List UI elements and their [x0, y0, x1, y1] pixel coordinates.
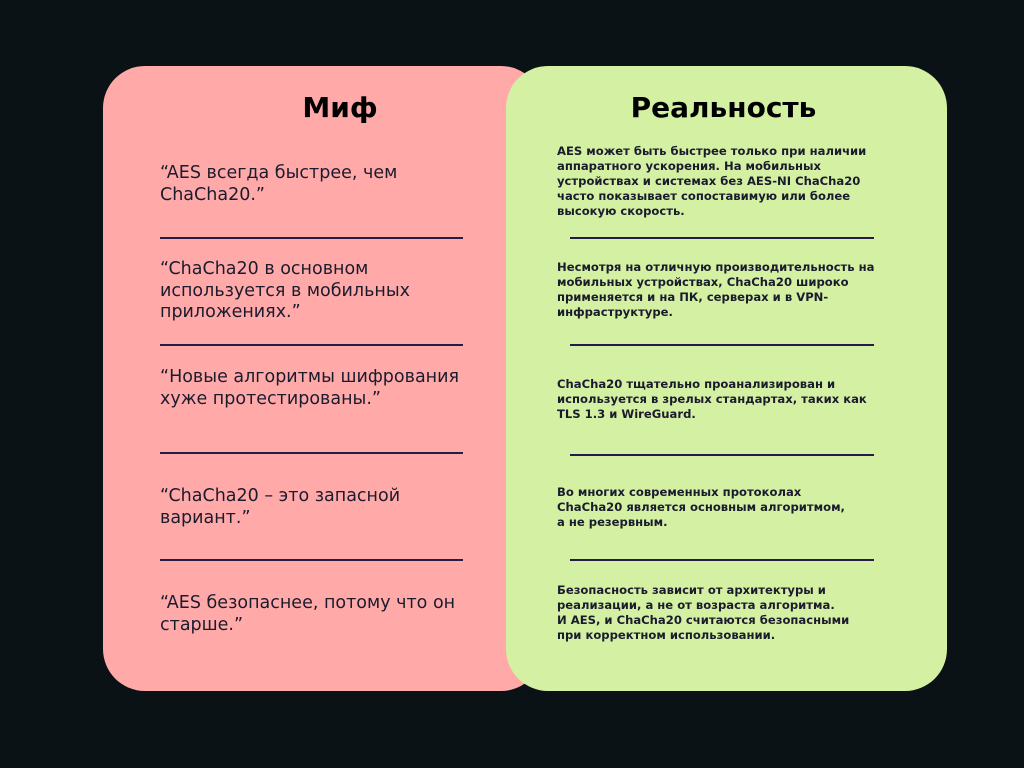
reality-divider-1 — [570, 237, 874, 239]
reality-item-5: Безопасность зависит от архитектуры и реализации, а не от возраста алгоритма. И AES, и ChaCha20 считаются безопасными при корректном использовании. — [557, 583, 850, 642]
myth-divider-2 — [160, 344, 463, 346]
myth-divider-3 — [160, 452, 463, 454]
reality-divider-2 — [570, 344, 874, 346]
myth-item-4: “ChaCha20 – это запасной вариант.” — [160, 486, 401, 528]
myth-item-5: “AES безопаснее, потому что он старше.” — [160, 593, 456, 635]
reality-item-4: Во многих современных протоколах ChaCha20 является основным алгоритмом, а не резервным. — [557, 485, 845, 529]
reality-item-3: ChaCha20 тщательно проанализирован и используется в зрелых стандартах, таких как TLS 1.3 и WireGuard. — [557, 377, 867, 421]
reality-divider-4 — [570, 559, 874, 561]
myth-divider-1 — [160, 237, 463, 239]
reality-divider-3 — [570, 454, 874, 456]
reality-item-2: Несмотря на отличную производительность на мобильных устройствах, ChaCha20 широко применяется и на ПК, серверах и в VPN- инфраструктуре. — [557, 260, 875, 319]
myth-item-1: “AES всегда быстрее, чем ChaCha20.” — [160, 163, 398, 205]
reality-title: Реальность — [630, 91, 817, 124]
myth-title: Миф — [302, 91, 378, 124]
myth-divider-4 — [160, 559, 463, 561]
myth-item-3: “Новые алгоритмы шифрования хуже протестированы.” — [160, 367, 460, 409]
myth-item-2: “ChaCha20 в основном используется в мобильных приложениях.” — [160, 259, 411, 322]
reality-item-1: AES может быть быстрее только при наличии аппаратного ускорения. На мобильных устройствах и системах без AES-NI ChaCha20 часто показывает сопоставимую или более высокую скорость. — [557, 144, 867, 218]
